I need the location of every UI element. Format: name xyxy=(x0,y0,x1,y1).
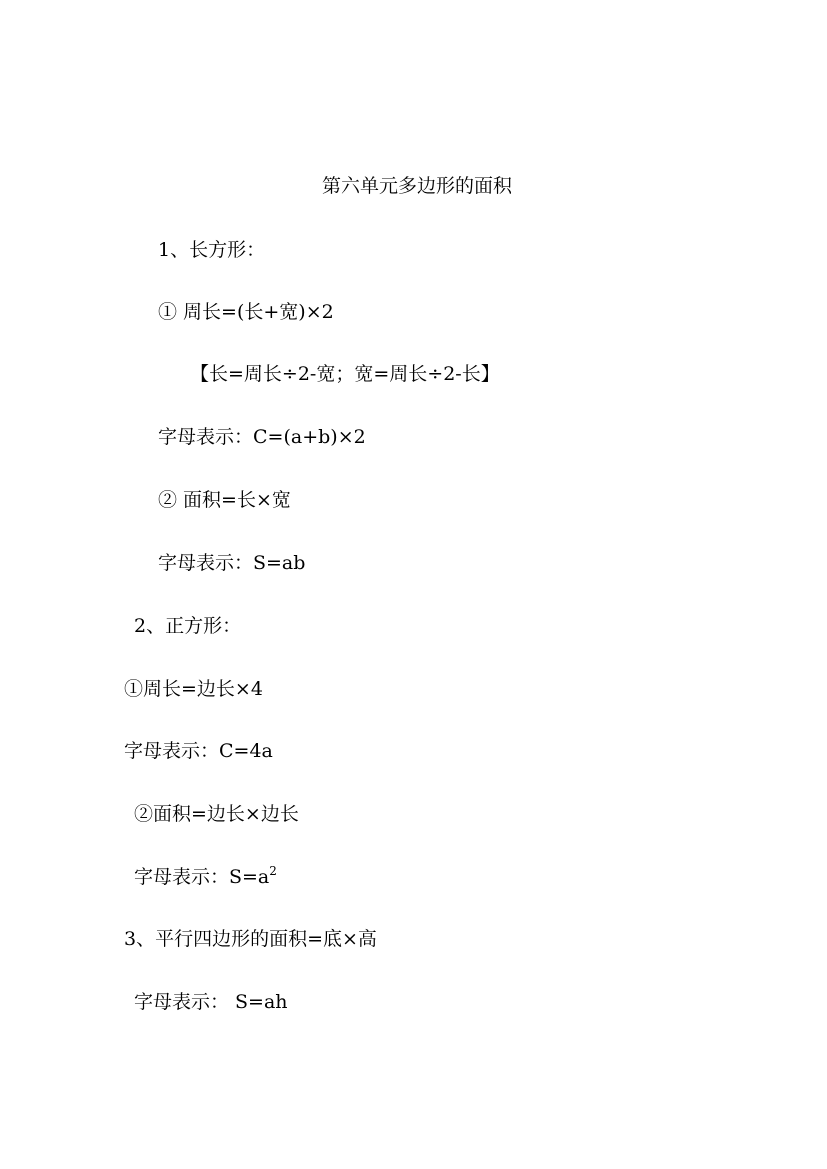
square-area-letters xyxy=(134,865,277,889)
section-heading-rectangle: 1、长方形： xyxy=(158,239,266,261)
square-perimeter-formula: ①周长=边长×4 xyxy=(124,678,263,700)
square-perimeter-letters: 字母表示：C=4a xyxy=(124,740,273,762)
square-area-formula: ②面积=边长×边长 xyxy=(134,803,299,825)
rectangle-perimeter-letters: 字母表示：C=(a+b)×2 xyxy=(158,426,366,448)
parallelogram-area-letters: 字母表示： S=ah xyxy=(134,991,288,1013)
square-area-letters-text: 字母表示：S=a xyxy=(134,866,270,888)
section-heading-parallelogram: 3、平行四边形的面积=底×高 xyxy=(124,928,377,950)
rectangle-derived-formulas: 【长=周长÷2-宽；宽=周长÷2-长】 xyxy=(190,363,500,385)
page-title: 第六单元多边形的面积 xyxy=(322,175,513,197)
rectangle-perimeter-formula: ① 周长=(长+宽)×2 xyxy=(158,301,334,323)
rectangle-area-letters: 字母表示：S=ab xyxy=(158,552,306,574)
section-heading-square: 2、正方形： xyxy=(134,615,242,637)
rectangle-area-formula: ② 面积=长×宽 xyxy=(158,489,291,511)
square-area-exponent: 2 xyxy=(269,864,277,878)
